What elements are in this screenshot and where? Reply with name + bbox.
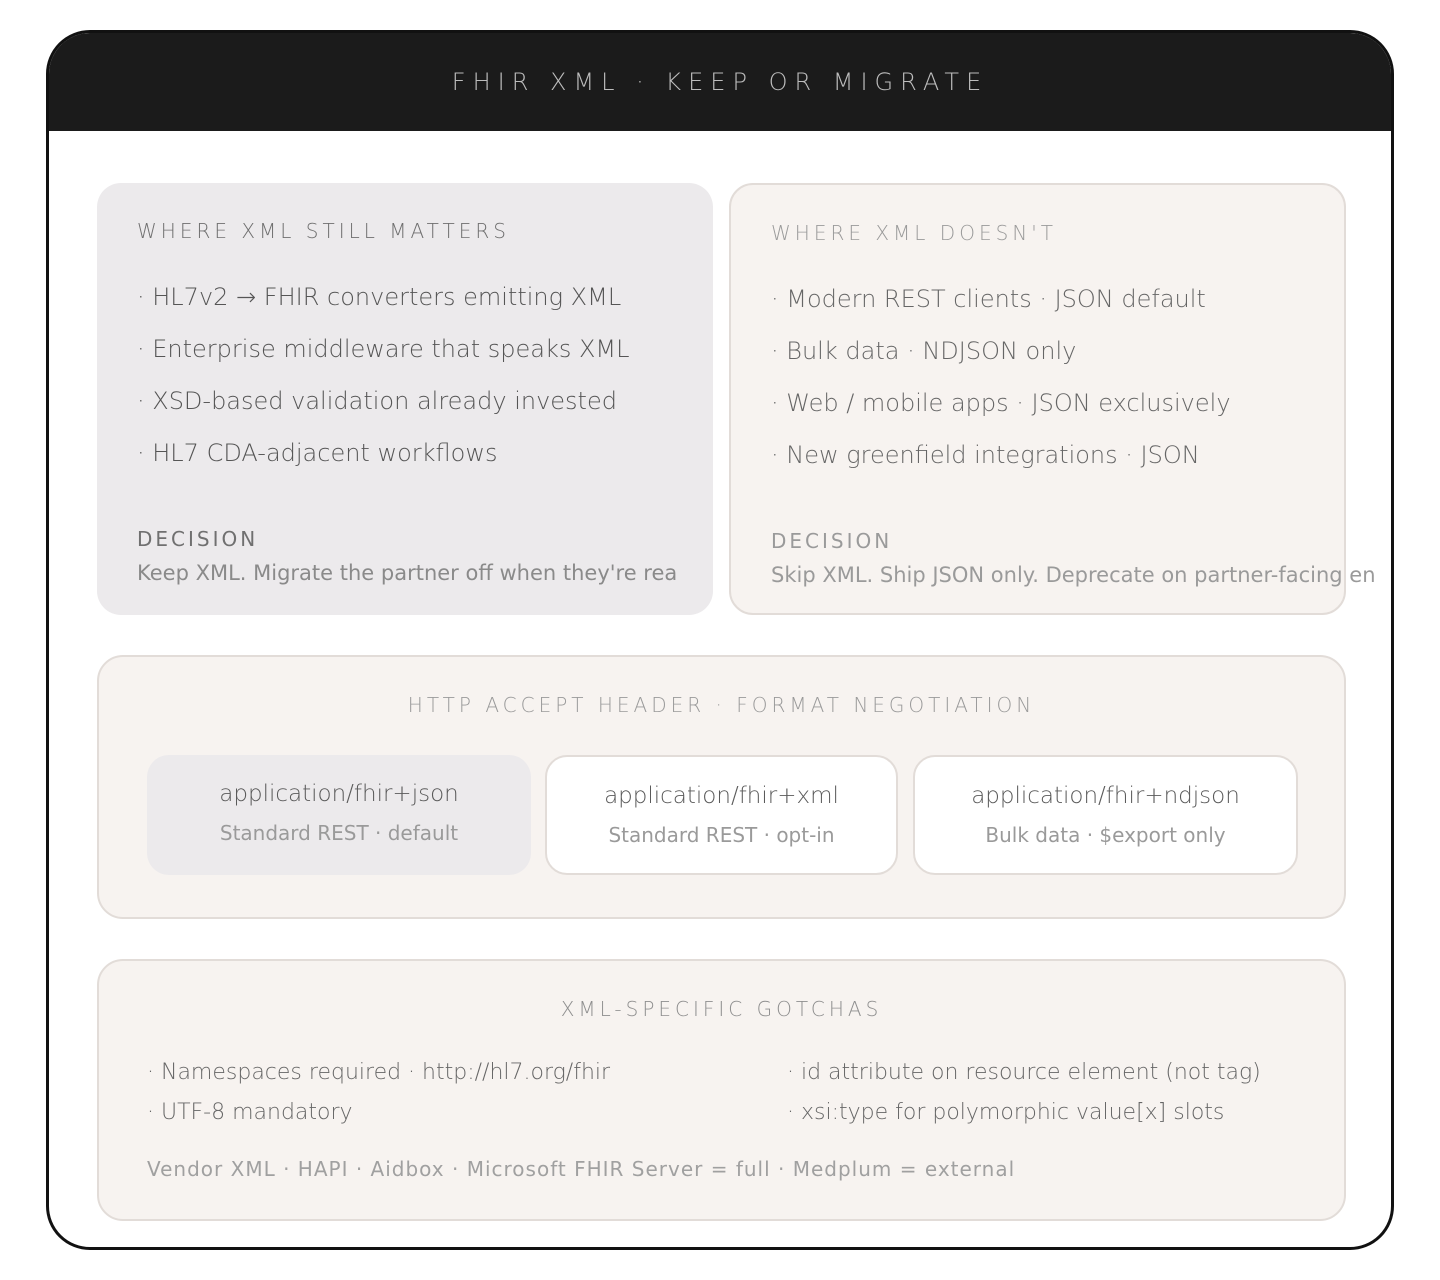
vendor-support-note: Vendor XML · HAPI · Aidbox · Microsoft FHIR Server = full · Medplum = external (147, 1157, 1016, 1181)
xml-matters-card (97, 183, 713, 615)
xml-gotchas-panel (97, 959, 1346, 1221)
header-bar (49, 33, 1391, 131)
decision-label: DECISION (771, 529, 893, 553)
accept-header-heading: HTTP ACCEPT HEADER · FORMAT NEGOTIATION (407, 693, 1036, 717)
xml-doesnt-card (729, 183, 1376, 615)
decision-text: Keep XML. Migrate the partner off when they're rea (137, 561, 678, 585)
list-item: · UTF-8 mandatory (147, 1100, 353, 1125)
mime-type: application/fhir+json (219, 781, 459, 807)
xml-matters-list (137, 271, 630, 479)
xml-doesnt-list (771, 273, 1231, 481)
mime-desc: Standard REST · default (219, 821, 459, 845)
list-item: · New greenfield integrations · JSON (771, 441, 1200, 469)
xml-doesnt-heading: WHERE XML DOESN'T (771, 221, 1057, 245)
mime-type: application/fhir+xml (604, 783, 839, 809)
list-item: · Enterprise middleware that speaks XML (137, 335, 630, 363)
diagram-frame (46, 30, 1394, 1250)
list-item: · HL7v2 → FHIR converters emitting XML (137, 283, 622, 311)
list-item: · HL7 CDA-adjacent workflows (137, 439, 498, 467)
decision-text: Skip XML. Ship JSON only. Deprecate on partner-facing en (771, 563, 1376, 587)
mime-box-fhir-json (147, 755, 531, 875)
list-item: · xsi:type for polymorphic value[x] slots (787, 1100, 1225, 1125)
accept-header-panel (97, 655, 1346, 919)
mime-box-fhir-ndjson (913, 755, 1298, 875)
mime-desc: Standard REST · opt-in (608, 823, 835, 847)
gotchas-left-list (147, 1053, 610, 1133)
list-item: · id attribute on resource element (not tag) (787, 1060, 1261, 1085)
gotchas-right-list (787, 1053, 1261, 1133)
page-title: FHIR XML · KEEP OR MIGRATE (451, 68, 989, 96)
list-item: · Bulk data · NDJSON only (771, 337, 1077, 365)
list-item: · XSD-based validation already invested (137, 387, 617, 415)
list-item: · Modern REST clients · JSON default (771, 285, 1206, 313)
list-item: · Namespaces required · http://hl7.org/fhir (147, 1060, 611, 1085)
mime-desc: Bulk data · $export only (985, 823, 1226, 847)
mime-box-fhir-xml (545, 755, 898, 875)
list-item: · Web / mobile apps · JSON exclusively (771, 389, 1231, 417)
xml-gotchas-heading: XML-SPECIFIC GOTCHAS (560, 997, 883, 1021)
mime-type: application/fhir+ndjson (971, 783, 1240, 809)
decision-label: DECISION (137, 527, 259, 551)
xml-matters-heading: WHERE XML STILL MATTERS (137, 219, 510, 243)
